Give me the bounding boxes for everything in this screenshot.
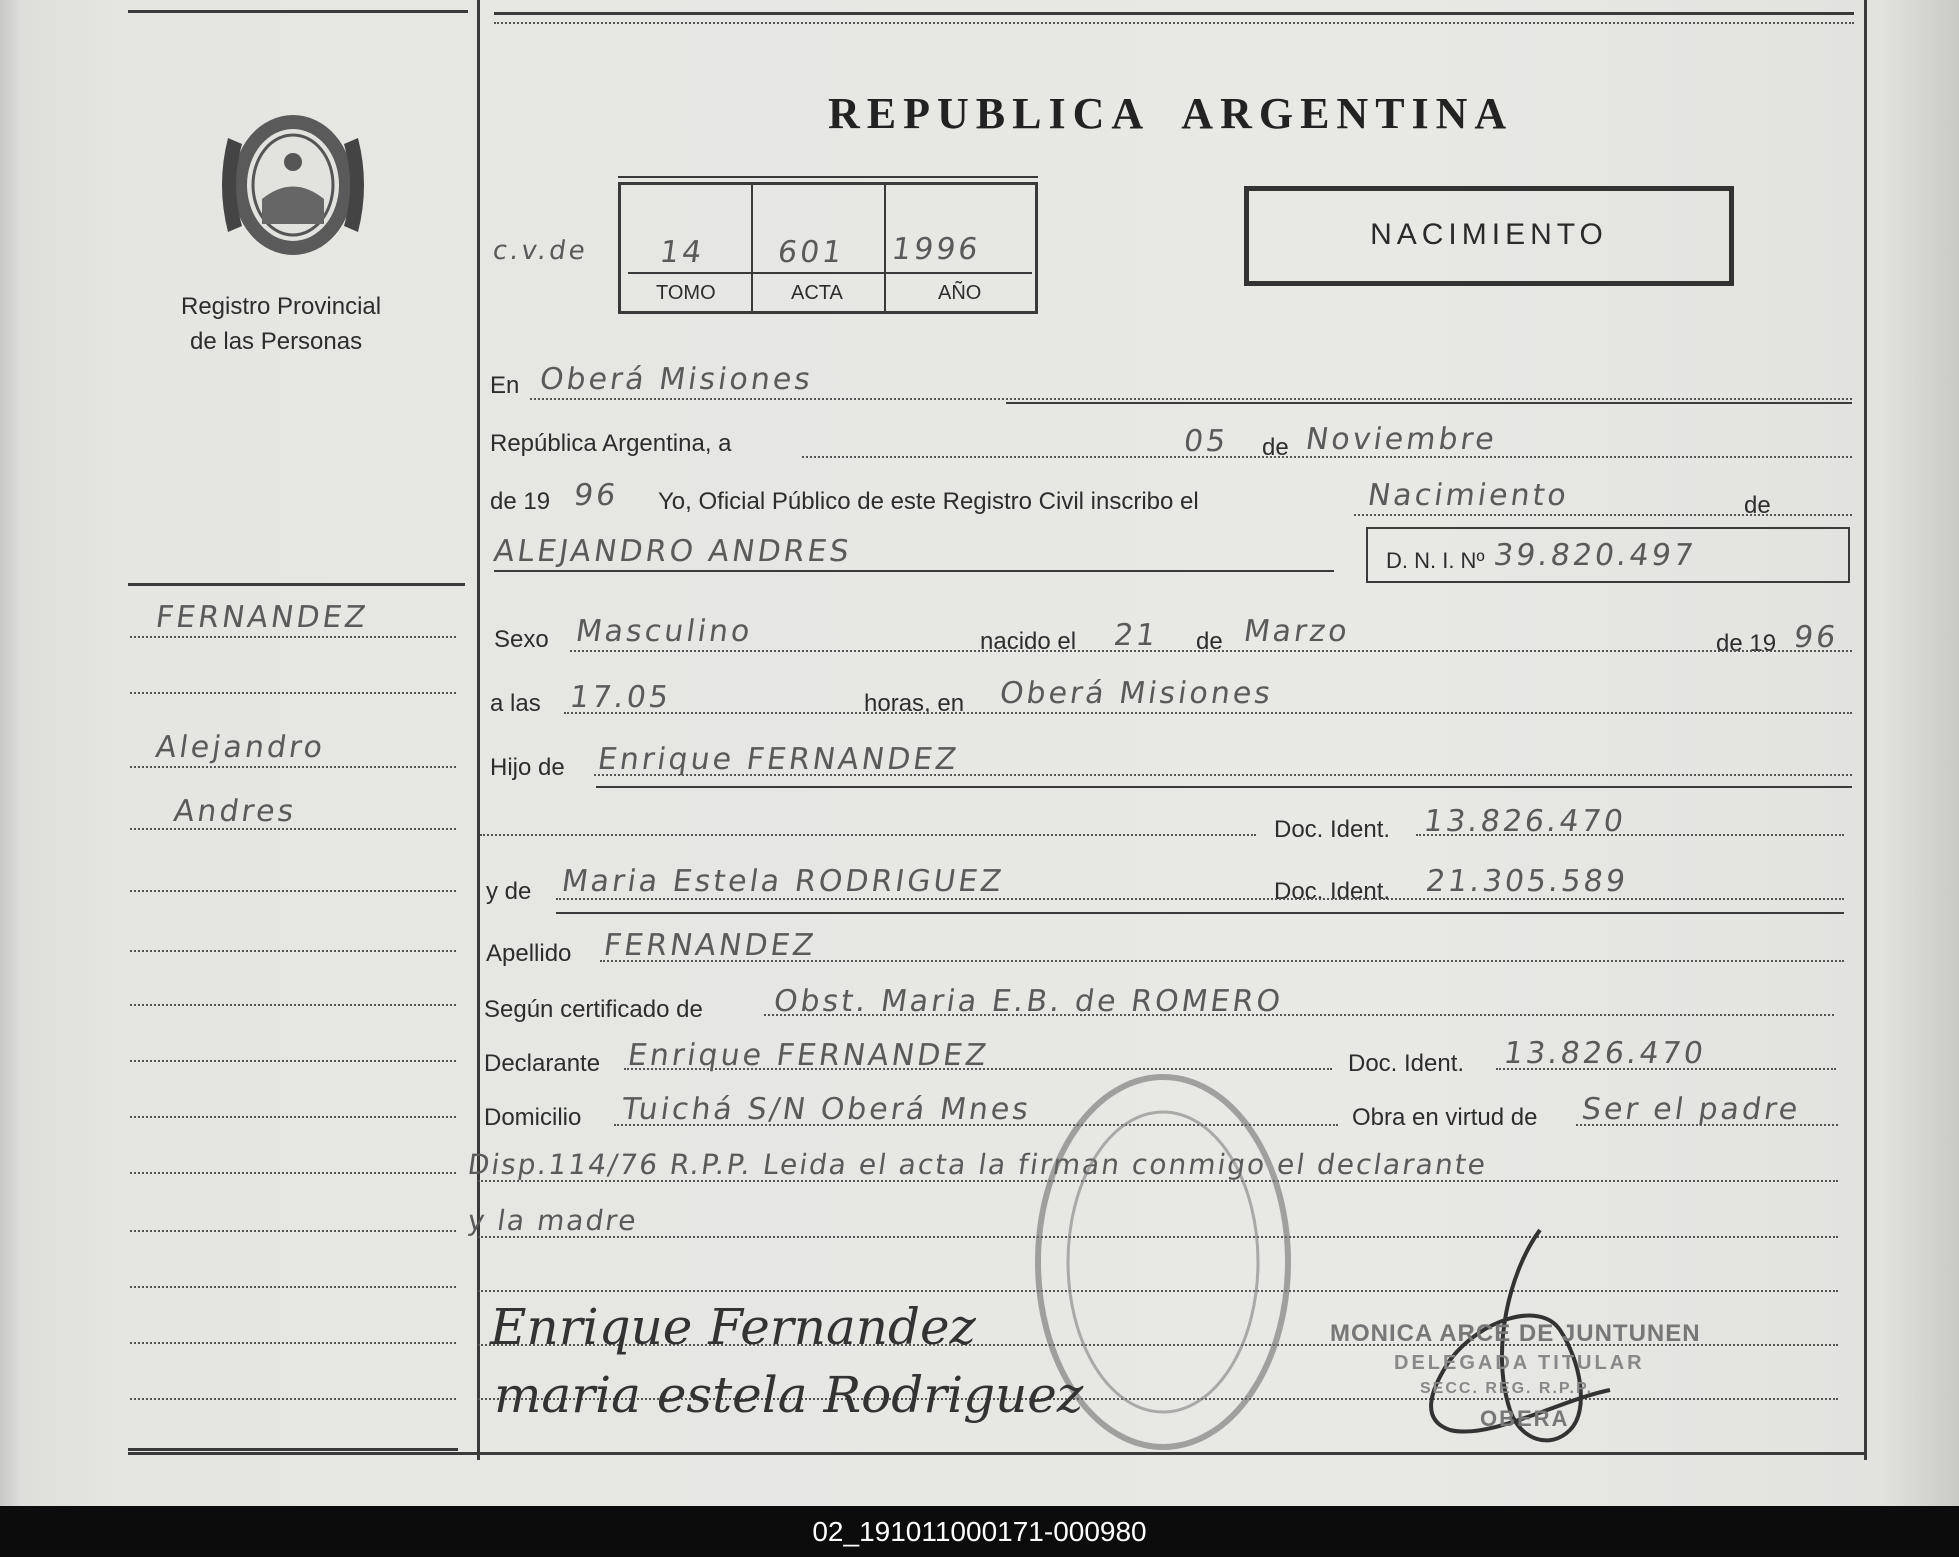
acto-line — [1354, 514, 1852, 516]
obra-label: Obra en virtud de — [1352, 1104, 1538, 1131]
margin-dots-14 — [130, 1398, 456, 1400]
margin-surname: FERNANDEZ — [153, 600, 371, 635]
doc-declarante: 13.826.470 — [1501, 1036, 1709, 1071]
margin-dots-11 — [130, 1230, 456, 1232]
republica-label: República Argentina, a — [490, 430, 732, 457]
margin-separator — [128, 583, 465, 586]
margin-dots-6 — [130, 950, 456, 952]
madre-solid — [556, 912, 1844, 914]
anio-value: 1996 — [889, 232, 983, 267]
lugar-solid — [1006, 402, 1852, 404]
madre-line — [556, 898, 1844, 900]
alas-label: a las — [490, 690, 541, 717]
margin-dots-13 — [130, 1342, 456, 1344]
margin-dots-1 — [130, 636, 456, 638]
nota-line-2: y la madre — [465, 1204, 640, 1237]
doc-label-3: Doc. Ident. — [1348, 1050, 1465, 1077]
stamp-office: SECC. REG. R.P.P. — [1420, 1380, 1594, 1397]
tomo-label: TOMO — [656, 282, 716, 304]
doc-label-2: Doc. Ident. — [1274, 878, 1391, 905]
segun-label: Según certificado de — [484, 996, 703, 1023]
anio-label: AÑO — [938, 282, 982, 304]
margin-given-2: Andres — [171, 794, 299, 829]
signature-declarante: Enrique Fernandez — [490, 1298, 976, 1356]
padre-value: Enrique FERNANDEZ — [595, 742, 962, 777]
top-rule-left — [128, 10, 468, 13]
right-vertical-rule — [1864, 0, 1867, 1460]
margin-dots-12 — [130, 1286, 456, 1288]
scan-id-footer: 02_191011000171-000980 — [0, 1506, 1959, 1557]
hijo-label: Hijo de — [490, 754, 565, 781]
dni-label: D. N. I. Nº — [1386, 548, 1485, 573]
hora-value: 17.05 — [567, 680, 674, 715]
dia-value: 05 — [1181, 424, 1231, 459]
nota-line-1: Disp.114/76 R.P.P. Leida el acta la firman conmigo el declarante — [465, 1148, 1490, 1181]
de-label-2: de — [1744, 492, 1771, 519]
acta-value: 601 — [775, 235, 847, 270]
horas-en-label: horas, en — [864, 690, 965, 717]
margin-dots-9 — [130, 1116, 456, 1118]
nac-dia: 21 — [1111, 618, 1161, 653]
certificado-value: Obst. Maria E.B. de ROMERO — [771, 984, 1286, 1019]
lugar-line — [530, 398, 1852, 400]
tomo-value: 14 — [657, 235, 707, 270]
de-label-3: de — [1196, 628, 1223, 655]
stamp-name: MONICA ARCE DE JUNTUNEN — [1330, 1320, 1701, 1347]
yo-text: Yo, Oficial Público de este Registro Civil inscribo el — [658, 488, 1199, 515]
act-type-label: NACIMIENTO — [1370, 218, 1608, 251]
dni-value: 39.820.497 — [1491, 538, 1699, 573]
registro-midline — [628, 272, 1032, 274]
doc-label-1: Doc. Ident. — [1274, 816, 1391, 843]
apellido-value: FERNANDEZ — [601, 928, 819, 963]
sexo-line — [570, 650, 1852, 652]
margin-dots-8 — [130, 1060, 456, 1062]
certificado-line — [764, 1014, 1834, 1016]
lugar-nac-value: Oberá Misiones — [997, 676, 1276, 711]
stamp-city: OBERA — [1480, 1406, 1570, 1431]
signature-madre: maria estela Rodriguez — [494, 1366, 1084, 1424]
domicilio-label: Domicilio — [484, 1104, 582, 1131]
acta-label: ACTA — [791, 282, 843, 304]
sexo-value: Masculino — [573, 614, 755, 649]
anio-suffix: 96 — [571, 478, 621, 513]
provincial-seal-icon — [222, 104, 364, 266]
top-rule-right — [494, 12, 1854, 15]
registry-name-line2: de las Personas — [190, 328, 363, 355]
stamp-title: DELEGADA TITULAR — [1394, 1352, 1645, 1374]
de-label: de — [1262, 434, 1289, 461]
padre-line-2 — [480, 834, 1256, 836]
margin-dots-5 — [130, 890, 456, 892]
nac-mes: Marzo — [1241, 614, 1353, 649]
de19-label-2: de 19 — [1716, 630, 1777, 657]
mes-value: Noviembre — [1303, 422, 1500, 457]
nacido-label: nacido el — [980, 628, 1077, 655]
hora-line — [564, 712, 1852, 714]
nombre-line — [494, 570, 1334, 572]
registro-div1 — [751, 182, 753, 314]
margin-dots-7 — [130, 1004, 456, 1006]
registro-box-top-double — [618, 176, 1038, 178]
declarante-value: Enrique FERNANDEZ — [625, 1038, 992, 1073]
obra-value: Ser el padre — [1579, 1092, 1803, 1127]
padre-line — [594, 774, 1852, 776]
margin-dots-2 — [130, 692, 456, 694]
apellido-line — [600, 960, 1844, 962]
margin-dots-4 — [130, 828, 456, 830]
en-label: En — [490, 372, 520, 399]
nombre-value: ALEJANDRO ANDRES — [491, 534, 854, 569]
yde-label: y de — [486, 878, 532, 905]
nac-anio: 96 — [1791, 620, 1841, 655]
top-dotted-rule — [494, 22, 1854, 24]
declarante-label: Declarante — [484, 1050, 601, 1077]
de19-label: de 19 — [490, 488, 551, 515]
registry-name-line1: Registro Provincial — [181, 293, 382, 320]
acto-value: Nacimiento — [1365, 478, 1572, 513]
margin-bottom-rule — [128, 1448, 458, 1451]
doc-padre: 13.826.470 — [1421, 804, 1629, 839]
sexo-label: Sexo — [494, 626, 549, 653]
padre-solid — [596, 786, 1852, 788]
madre-value: Maria Estela RODRIGUEZ — [559, 864, 1007, 899]
center-vertical-rule — [477, 0, 480, 1460]
margin-dots-3 — [130, 766, 456, 768]
doc-madre: 21.305.589 — [1423, 864, 1631, 899]
domicilio-value: Tuichá S/N Oberá Mnes — [619, 1092, 1034, 1127]
obra-line — [1576, 1124, 1838, 1126]
doc-declarante-line — [1496, 1068, 1836, 1070]
registro-div2 — [884, 182, 886, 314]
document-title: REPUBLICA ARGENTINA — [828, 89, 1514, 138]
margin-given-1: Alejandro — [153, 730, 328, 765]
doc-padre-line — [1416, 834, 1844, 836]
registro-prefix: c.v.de — [490, 236, 590, 266]
margin-dots-10 — [130, 1172, 456, 1174]
apellido-label: Apellido — [486, 940, 572, 967]
lugar-value: Oberá Misiones — [537, 362, 816, 397]
